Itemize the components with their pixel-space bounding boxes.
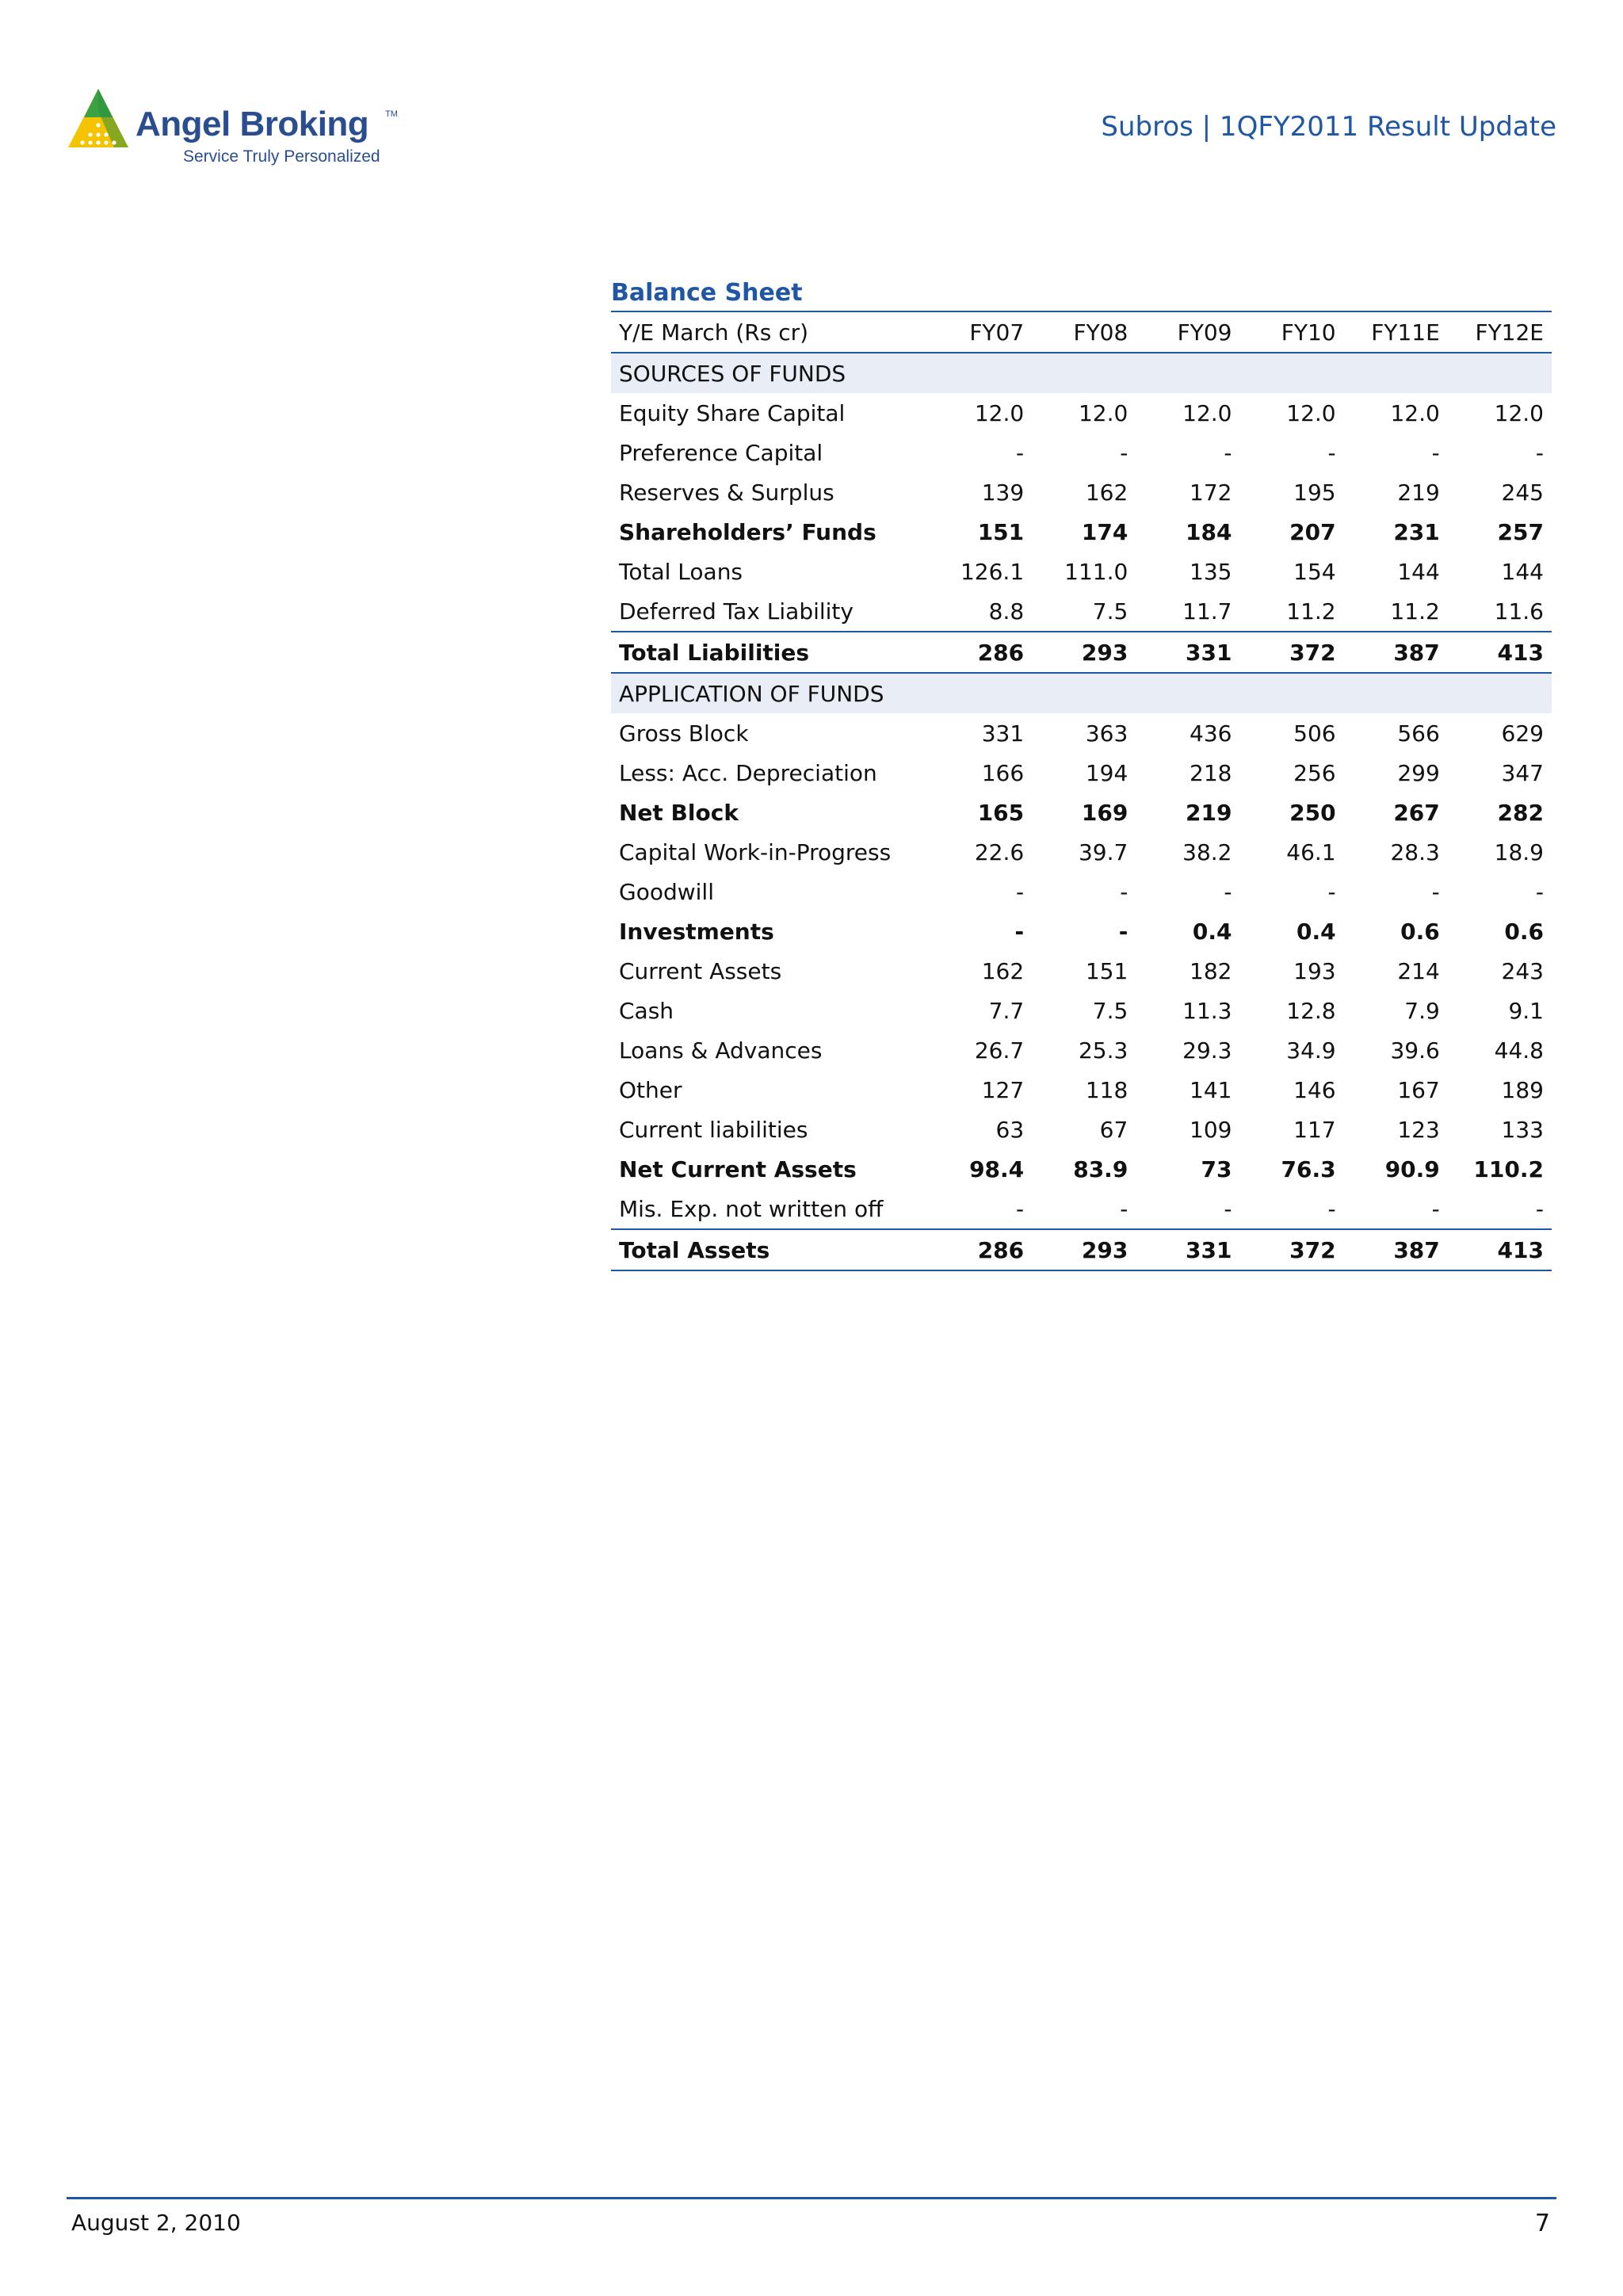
value-cell: 12.0 [1390,399,1440,426]
header-cell-fy12e: FY12E [1475,319,1544,346]
row-label: Capital Work-in-Progress [619,839,892,865]
value-cell: 39.7 [1078,839,1128,865]
value-cell: 219 [1397,479,1440,506]
value-cell: 331 [1186,1236,1232,1263]
table-row [611,1149,1552,1189]
value-cell: 347 [1501,759,1544,786]
value-cell: 127 [981,1076,1025,1103]
row-label: Goodwill [619,878,714,905]
value-cell: 34.9 [1286,1037,1336,1064]
value-cell: 629 [1501,720,1544,747]
value-cell: - [1016,1195,1025,1222]
value-cell: 372 [1289,1236,1336,1263]
logo-trademark: TM [385,109,398,119]
row-label: Less: Acc. Depreciation [619,759,877,786]
value-cell: - [1016,878,1025,905]
row-label: Reserves & Surplus [619,479,834,506]
row-label: Investments [619,918,774,945]
value-cell: 243 [1501,957,1544,984]
value-cell: 194 [1085,759,1128,786]
table-row [611,951,1552,991]
value-cell: 144 [1397,558,1440,585]
value-cell: 44.8 [1494,1037,1544,1064]
header-row [611,311,1552,353]
value-cell: 506 [1293,720,1336,747]
value-cell: 165 [977,799,1025,826]
value-cell: 11.6 [1494,598,1544,625]
row-label: Deferred Tax Liability [619,598,854,625]
row-label: Preference Capital [619,439,823,466]
table-row [611,911,1552,951]
table-header [611,311,1552,353]
header-cell-fy09: FY09 [1177,319,1232,346]
value-cell: 12.0 [974,399,1025,426]
balance-sheet-title: Balance Sheet [611,279,803,307]
footer-divider [67,2197,1556,2199]
value-cell: 413 [1497,1236,1544,1263]
value-cell: 11.2 [1286,598,1336,625]
table-row [611,472,1552,512]
value-cell: 0.6 [1400,918,1440,945]
table-row [611,1189,1552,1229]
value-cell: 9.1 [1508,997,1544,1024]
value-cell [928,673,1032,713]
table-row [611,591,1552,632]
value-cell: 0.6 [1504,918,1544,945]
table-row [611,433,1552,472]
header-cell-fy11e: FY11E [1371,319,1440,346]
value-cell: 11.3 [1182,997,1232,1024]
value-cell: 162 [1085,479,1128,506]
value-cell: 214 [1397,957,1440,984]
value-cell: 182 [1190,957,1232,984]
row-label: Gross Block [619,720,749,747]
value-cell: 110.2 [1473,1156,1544,1182]
header-cell-label: Y/E March (Rs cr) [619,319,809,346]
value-cell: 218 [1190,759,1232,786]
table-row [611,872,1552,911]
value-cell: - [1120,878,1128,905]
value-cell: 331 [981,720,1025,747]
value-cell: 267 [1393,799,1440,826]
value-cell: 162 [981,957,1025,984]
value-cell [1136,673,1239,713]
value-cell: 63 [995,1116,1025,1143]
value-cell: 11.7 [1182,598,1232,625]
table-row [611,793,1552,832]
table-row [611,753,1552,793]
value-cell: 12.8 [1286,997,1336,1024]
value-cell: 293 [1081,639,1128,666]
value-cell [1448,673,1552,713]
value-cell: - [1431,439,1440,466]
value-cell: 118 [1085,1076,1128,1103]
value-cell: 231 [1393,518,1440,545]
value-cell: 141 [1190,1076,1232,1103]
table-row [611,1110,1552,1149]
value-cell: 12.0 [1182,399,1232,426]
value-cell: 172 [1190,479,1232,506]
table-row [611,1030,1552,1070]
value-cell [1032,353,1136,393]
header-cell-fy10: FY10 [1281,319,1336,346]
table-row [611,393,1552,433]
value-cell: 245 [1501,479,1544,506]
value-cell: 174 [1081,518,1128,545]
row-label: Cash [619,997,674,1024]
value-cell: 126.1 [960,558,1025,585]
table-row [611,713,1552,753]
value-cell [1239,353,1343,393]
value-cell: 299 [1397,759,1440,786]
header-cell-fy08: FY08 [1073,319,1128,346]
value-cell: 184 [1186,518,1232,545]
value-cell: 193 [1293,957,1336,984]
row-label: Shareholders’ Funds [619,518,876,545]
value-cell [1239,673,1343,713]
value-cell: 151 [1085,957,1128,984]
value-cell: 207 [1289,518,1336,545]
value-cell: 67 [1099,1116,1128,1143]
value-cell: 18.9 [1494,839,1544,865]
balance-sheet-table [611,311,1552,1271]
value-cell: 139 [981,479,1025,506]
table-row [611,991,1552,1030]
value-cell: 189 [1501,1076,1544,1103]
value-cell: 7.5 [1092,598,1128,625]
value-cell: - [1431,1195,1440,1222]
row-label: Mis. Exp. not written off [619,1195,884,1222]
value-cell [1344,673,1448,713]
value-cell: - [1535,439,1544,466]
value-cell: 372 [1289,639,1336,666]
row-label: Total Assets [619,1236,770,1263]
value-cell: 154 [1293,558,1336,585]
row-label: Loans & Advances [619,1037,823,1064]
logo-tagline: Service Truly Personalized [183,147,380,166]
value-cell [1136,353,1239,393]
row-label: Total Liabilities [619,639,810,666]
section-row [611,353,1552,393]
total-row [611,632,1552,673]
value-cell [1344,353,1448,393]
value-cell: 7.5 [1092,997,1128,1024]
row-label: SOURCES OF FUNDS [611,353,928,393]
value-cell: 117 [1293,1116,1336,1143]
table-row [611,832,1552,872]
value-cell: 98.4 [969,1156,1025,1182]
row-label: APPLICATION OF FUNDS [611,673,928,713]
value-cell: 195 [1293,479,1336,506]
table-row [611,1070,1552,1110]
value-cell: 413 [1497,639,1544,666]
value-cell: - [1014,918,1025,945]
value-cell: 146 [1293,1076,1336,1103]
footer-date: August 2, 2010 [71,2210,241,2236]
value-cell: 109 [1190,1116,1232,1143]
row-label: Other [619,1076,682,1103]
row-label: Current liabilities [619,1116,808,1143]
total-row [611,1229,1552,1270]
row-label: Net Block [619,799,739,826]
value-cell: - [1224,439,1232,466]
value-cell: 12.0 [1078,399,1128,426]
value-cell: 26.7 [974,1037,1025,1064]
header-cell-fy07: FY07 [969,319,1025,346]
value-cell: 38.2 [1182,839,1232,865]
value-cell [928,353,1032,393]
table-row [611,552,1552,591]
value-cell [1032,673,1136,713]
value-cell: - [1535,878,1544,905]
value-cell: 169 [1081,799,1128,826]
logo-name: Angel Broking [136,105,369,143]
value-cell: 144 [1501,558,1544,585]
value-cell: 387 [1393,1236,1440,1263]
value-cell: 25.3 [1078,1037,1128,1064]
table-row [611,512,1552,552]
value-cell: 7.7 [988,997,1025,1024]
value-cell: - [1535,1195,1544,1222]
value-cell: 257 [1497,518,1544,545]
value-cell: 293 [1081,1236,1128,1263]
value-cell: 123 [1397,1116,1440,1143]
value-cell: 166 [981,759,1025,786]
value-cell: 83.9 [1073,1156,1128,1182]
value-cell: - [1224,1195,1232,1222]
value-cell: 219 [1186,799,1232,826]
value-cell: 0.4 [1192,918,1232,945]
value-cell: 76.3 [1281,1156,1336,1182]
value-cell: - [1327,878,1336,905]
value-cell: 46.1 [1286,839,1336,865]
value-cell: 167 [1397,1076,1440,1103]
value-cell: 286 [977,639,1025,666]
report-title: Subros | 1QFY2011 Result Update [1101,111,1556,143]
angel-broking-logo [67,81,399,176]
value-cell: 363 [1085,720,1128,747]
value-cell: - [1120,1195,1128,1222]
value-cell: 135 [1190,558,1232,585]
value-cell [1448,353,1552,393]
value-cell: 7.9 [1404,997,1440,1024]
value-cell: 151 [977,518,1025,545]
value-cell: - [1120,439,1128,466]
value-cell: 28.3 [1390,839,1440,865]
value-cell: 256 [1293,759,1336,786]
value-cell: 12.0 [1494,399,1544,426]
value-cell: 387 [1393,639,1440,666]
value-cell: - [1224,878,1232,905]
value-cell: 0.4 [1296,918,1336,945]
value-cell: 111.0 [1064,558,1128,585]
section-row [611,673,1552,713]
page-number: 7 [1534,2210,1550,2237]
value-cell: 331 [1186,639,1232,666]
value-cell: 90.9 [1384,1156,1440,1182]
value-cell: 250 [1289,799,1336,826]
row-label: Total Loans [619,558,743,585]
value-cell: - [1327,439,1336,466]
row-label: Current Assets [619,957,782,984]
value-cell: 39.6 [1390,1037,1440,1064]
value-cell: 436 [1190,720,1232,747]
value-cell: 73 [1201,1156,1232,1182]
value-cell: 566 [1397,720,1440,747]
value-cell: 286 [977,1236,1025,1263]
row-label: Equity Share Capital [619,399,846,426]
value-cell: 29.3 [1182,1037,1232,1064]
value-cell: - [1431,878,1440,905]
row-label: Net Current Assets [619,1156,857,1182]
value-cell: - [1327,1195,1336,1222]
value-cell: - [1118,918,1128,945]
value-cell: 11.2 [1390,598,1440,625]
value-cell: 12.0 [1286,399,1336,426]
pyramid-logo-icon [67,87,130,151]
table-body [611,353,1552,1270]
value-cell: 133 [1501,1116,1544,1143]
value-cell: - [1016,439,1025,466]
value-cell: 282 [1497,799,1544,826]
value-cell: 8.8 [988,598,1025,625]
value-cell: 22.6 [974,839,1025,865]
